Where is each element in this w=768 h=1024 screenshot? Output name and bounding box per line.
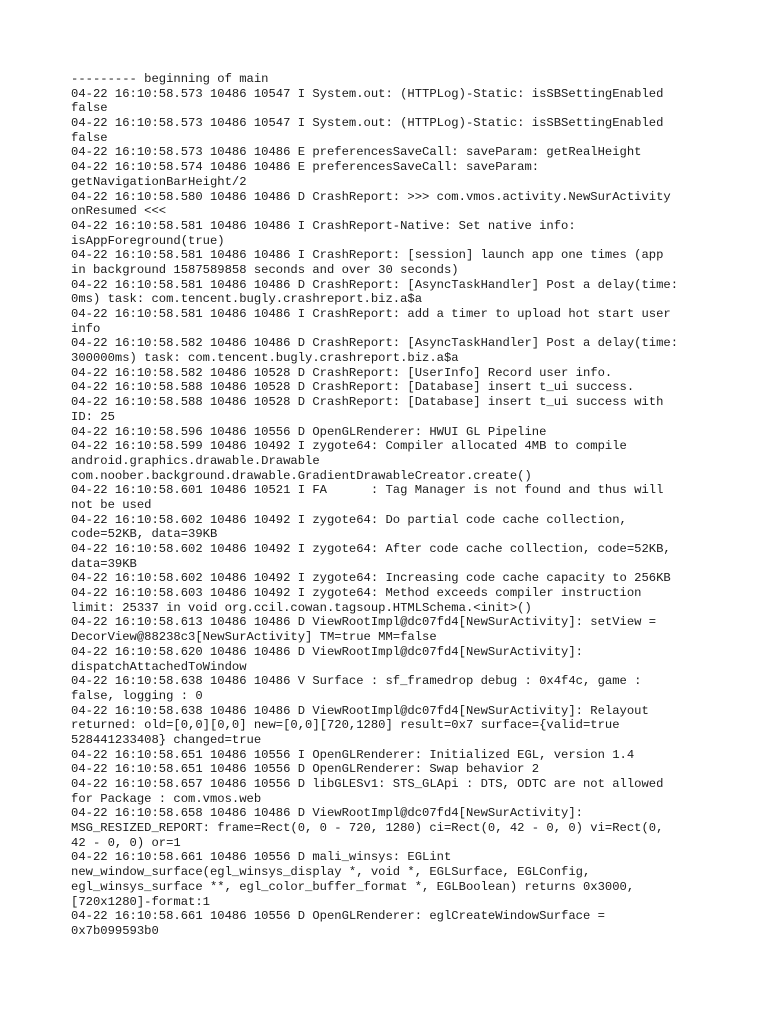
log-line: onResumed <<<: [71, 204, 167, 219]
log-line: 04-22 16:10:58.661 10486 10556 D OpenGLRenderer: eglCreateWindowSurface =: [71, 909, 605, 924]
log-line: 04-22 16:10:58.603 10486 10492 I zygote64: Method exceeds compiler instruction: [71, 586, 642, 601]
log-line: for Package : com.vmos.web: [71, 791, 262, 806]
log-line: 04-22 16:10:58.581 10486 10486 I CrashReport: add a timer to upload hot start user: [71, 307, 671, 321]
log-line: 04-22 16:10:58.602 10486 10492 I zygote64: Increasing code cache capacity to 256KB: [71, 571, 671, 586]
log-line: code=52KB, data=39KB: [71, 527, 218, 542]
log-line: 0x7b099593b0: [71, 923, 159, 938]
log-line: new_window_surface(egl_winsys_display *, void *, EGLSurface, EGLConfig,: [71, 865, 591, 880]
log-line: 04-22 16:10:58.580 10486 10486 D CrashReport: >>> com.vmos.activity.NewSurActivity: [71, 189, 671, 204]
log-line: ID: 25: [71, 409, 115, 424]
log-line: 04-22 16:10:58.582 10486 10528 D CrashReport: [UserInfo] Record user info.: [71, 365, 613, 380]
log-line: 04-22 16:10:58.601 10486 10521 I FA : Tag Manager is not found and thus will: [71, 483, 664, 498]
log-line: 04-22 16:10:58.620 10486 10486 D ViewRootImpl@dc07fd4[NewSurActivity]:: [71, 644, 583, 659]
log-line: false, logging : 0: [71, 688, 203, 703]
log-line: 04-22 16:10:58.613 10486 10486 D ViewRootImpl@dc07fd4[NewSurActivity]: setView =: [71, 615, 657, 630]
log-line: limit: 25337 in void org.ccil.cowan.tagsoup.HTMLSchema.<init>(): [71, 600, 532, 615]
log-line: getNavigationBarHeight/2: [71, 174, 247, 189]
log-line: false: [71, 101, 108, 116]
log-line: 04-22 16:10:58.573 10486 10547 I System.out: (HTTPLog)-Static: isSBSettingEnabled: [71, 116, 664, 131]
log-line: 04-22 16:10:58.573 10486 10486 E preferencesSaveCall: saveParam: getRealHeight: [71, 145, 642, 160]
log-line: 300000ms) task: com.tencent.bugly.crashreport.biz.a$a: [71, 351, 459, 366]
log-line: 0ms) task: com.tencent.bugly.crashreport.biz.a$a: [71, 292, 423, 307]
log-line: 04-22 16:10:58.596 10486 10556 D OpenGLRenderer: HWUI GL Pipeline: [71, 424, 547, 439]
log-output: [71, 72, 731, 939]
log-line: 04-22 16:10:58.588 10486 10528 D CrashReport: [Database] insert t_ui success with: [71, 395, 664, 410]
log-line: 04-22 16:10:58.651 10486 10556 I OpenGLRenderer: Initialized EGL, version 1.4: [71, 747, 635, 762]
log-line: android.graphics.drawable.Drawable: [71, 453, 320, 468]
log-line: 04-22 16:10:58.581 10486 10486 D CrashReport: [AsyncTaskHandler] Post a delay(time:: [71, 277, 679, 292]
log-line: 04-22 16:10:58.657 10486 10556 D libGLESv1: STS_GLApi : DTS, ODTC are not allowed: [71, 777, 664, 791]
log-line: 04-22 16:10:58.638 10486 10486 V Surface : sf_framedrop debug : 0x4f4c, game :: [71, 674, 642, 689]
log-line: com.noober.background.drawable.GradientDrawableCreator.create(): [71, 468, 532, 483]
log-line: 04-22 16:10:58.661 10486 10556 D mali_winsys: EGLint: [71, 850, 452, 865]
log-line: dispatchAttachedToWindow: [71, 659, 247, 674]
log-line: egl_winsys_surface **, egl_color_buffer_format *, EGLBoolean) returns 0x3000,: [71, 879, 635, 894]
log-line: 528441233408} changed=true: [71, 732, 262, 747]
log-line: 04-22 16:10:58.599 10486 10492 I zygote64: Compiler allocated 4MB to compile: [71, 439, 627, 454]
log-line: info: [71, 321, 101, 336]
log-line: data=39KB: [71, 556, 137, 571]
log-line: MSG_RESIZED_REPORT: frame=Rect(0, 0 - 720, 1280) ci=Rect(0, 42 - 0, 0) vi=Rect(0,: [71, 821, 664, 836]
log-line: 04-22 16:10:58.658 10486 10486 D ViewRootImpl@dc07fd4[NewSurActivity]:: [71, 806, 583, 821]
log-line: not be used: [71, 497, 152, 512]
log-line: [720x1280]-format:1: [71, 894, 210, 909]
log-line: false: [71, 130, 108, 145]
log-line: --------- beginning of main: [71, 72, 269, 86]
log-line: 04-22 16:10:58.574 10486 10486 E preferencesSaveCall: saveParam:: [71, 160, 540, 175]
log-line: 04-22 16:10:58.573 10486 10547 I System.out: (HTTPLog)-Static: isSBSettingEnabled: [71, 86, 664, 101]
log-line: in background 1587589858 seconds and over 30 seconds): [71, 262, 459, 277]
log-line: DecorView@88238c3[NewSurActivity] TM=true MM=false: [71, 630, 437, 645]
log-line: 04-22 16:10:58.651 10486 10556 D OpenGLRenderer: Swap behavior 2: [71, 762, 540, 777]
log-line: 04-22 16:10:58.638 10486 10486 D ViewRootImpl@dc07fd4[NewSurActivity]: Relayout: [71, 703, 649, 718]
log-line: isAppForeground(true): [71, 233, 225, 248]
log-line: 04-22 16:10:58.582 10486 10486 D CrashReport: [AsyncTaskHandler] Post a delay(time:: [71, 336, 679, 351]
log-line: 04-22 16:10:58.602 10486 10492 I zygote64: Do partial code cache collection,: [71, 512, 627, 527]
log-line: 42 - 0, 0) or=1: [71, 835, 181, 850]
log-line: returned: old=[0,0][0,0] new=[0,0][720,1280] result=0x7 surface={valid=true: [71, 718, 620, 733]
log-line: 04-22 16:10:58.602 10486 10492 I zygote64: After code cache collection, code=52KB,: [71, 542, 671, 556]
log-line: 04-22 16:10:58.581 10486 10486 I CrashReport: [session] launch app one times (app: [71, 248, 664, 263]
log-line: 04-22 16:10:58.581 10486 10486 I CrashReport-Native: Set native info:: [71, 218, 576, 233]
log-line: 04-22 16:10:58.588 10486 10528 D CrashReport: [Database] insert t_ui success.: [71, 380, 635, 395]
